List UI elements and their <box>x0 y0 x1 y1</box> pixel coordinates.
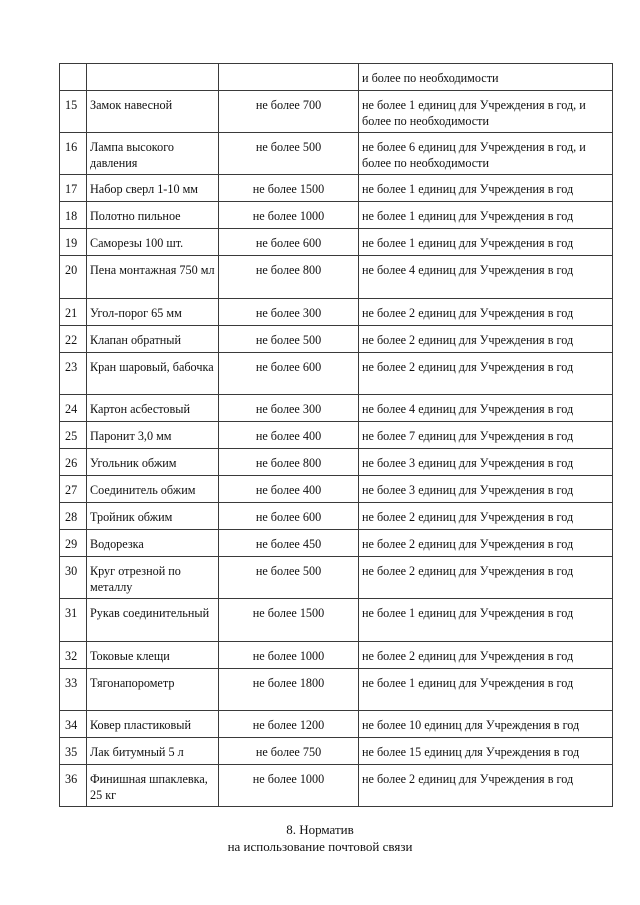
quantity-limit: не более 2 единиц для Учреждения в год <box>359 765 613 807</box>
table-row <box>60 765 613 807</box>
table-row <box>60 256 613 299</box>
item-name: Тягонапорометр <box>87 669 219 711</box>
row-number <box>60 64 87 91</box>
row-number: 33 <box>60 669 87 711</box>
price-limit: не более 300 <box>219 299 359 326</box>
row-number: 20 <box>60 256 87 299</box>
price-limit: не более 1000 <box>219 765 359 807</box>
item-name: Саморезы 100 шт. <box>87 229 219 256</box>
table-row <box>60 738 613 765</box>
quantity-limit: не более 2 единиц для Учреждения в год <box>359 557 613 599</box>
item-name: Угольник обжим <box>87 449 219 476</box>
item-name: Рукав соединительный <box>87 599 219 642</box>
item-name: Полотно пильное <box>87 202 219 229</box>
row-number: 19 <box>60 229 87 256</box>
row-number: 36 <box>60 765 87 807</box>
table-row <box>60 642 613 669</box>
item-name: Токовые клещи <box>87 642 219 669</box>
price-limit: не более 600 <box>219 503 359 530</box>
item-name: Кран шаровый, бабочка <box>87 353 219 395</box>
quantity-limit: не более 2 единиц для Учреждения в год <box>359 642 613 669</box>
table-row <box>60 91 613 133</box>
norms-table-body <box>60 64 613 807</box>
price-limit: не более 750 <box>219 738 359 765</box>
table-row <box>60 422 613 449</box>
item-name: Пена монтажная 750 мл <box>87 256 219 299</box>
row-number: 32 <box>60 642 87 669</box>
item-name: Лак битумный 5 л <box>87 738 219 765</box>
quantity-limit: не более 2 единиц для Учреждения в год <box>359 353 613 395</box>
quantity-limit: не более 15 единиц для Учреждения в год <box>359 738 613 765</box>
price-limit: не более 1500 <box>219 175 359 202</box>
price-limit: не более 500 <box>219 557 359 599</box>
row-number: 26 <box>60 449 87 476</box>
item-name: Набор сверл 1-10 мм <box>87 175 219 202</box>
section-subtitle: на использование почтовой связи <box>227 839 413 854</box>
item-name: Паронит 3,0 мм <box>87 422 219 449</box>
price-limit: не более 800 <box>219 449 359 476</box>
table-row <box>60 557 613 599</box>
table-row <box>60 599 613 642</box>
quantity-limit: не более 7 единиц для Учреждения в год <box>359 422 613 449</box>
item-name: Клапан обратный <box>87 326 219 353</box>
item-name: Круг отрезной по металлу <box>87 557 219 599</box>
item-name: Соединитель обжим <box>87 476 219 503</box>
table-row <box>60 353 613 395</box>
row-number: 35 <box>60 738 87 765</box>
price-limit: не более 450 <box>219 530 359 557</box>
quantity-limit: не более 10 единиц для Учреждения в год <box>359 711 613 738</box>
row-number: 22 <box>60 326 87 353</box>
item-name <box>87 64 219 91</box>
price-limit: не более 800 <box>219 256 359 299</box>
quantity-limit: не более 1 единиц для Учреждения в год, и более по необходимости <box>359 91 613 133</box>
table-row <box>60 669 613 711</box>
table-row <box>60 326 613 353</box>
item-name: Замок навесной <box>87 91 219 133</box>
quantity-limit: не более 2 единиц для Учреждения в год <box>359 503 613 530</box>
price-limit: не более 1800 <box>219 669 359 711</box>
item-name: Лампа высокого давления <box>87 133 219 175</box>
price-limit: не более 1000 <box>219 642 359 669</box>
table-row <box>60 395 613 422</box>
table-row <box>60 299 613 326</box>
item-name: Тройник обжим <box>87 503 219 530</box>
price-limit: не более 500 <box>219 133 359 175</box>
table-row <box>60 476 613 503</box>
quantity-limit: не более 2 единиц для Учреждения в год <box>359 326 613 353</box>
quantity-limit: не более 1 единиц для Учреждения в год <box>359 229 613 256</box>
price-limit: не более 600 <box>219 353 359 395</box>
price-limit: не более 700 <box>219 91 359 133</box>
row-number: 23 <box>60 353 87 395</box>
table-row <box>60 711 613 738</box>
table-row <box>60 133 613 175</box>
row-number: 15 <box>60 91 87 133</box>
table-row <box>60 229 613 256</box>
quantity-limit: не более 3 единиц для Учреждения в год <box>359 476 613 503</box>
quantity-limit: и более по необходимости <box>359 64 613 91</box>
row-number: 18 <box>60 202 87 229</box>
norms-table <box>59 63 613 807</box>
table-row <box>60 64 613 91</box>
row-number: 34 <box>60 711 87 738</box>
table-row <box>60 503 613 530</box>
table-row <box>60 175 613 202</box>
price-limit: не более 500 <box>219 326 359 353</box>
price-limit: не более 400 <box>219 476 359 503</box>
row-number: 30 <box>60 557 87 599</box>
row-number: 27 <box>60 476 87 503</box>
quantity-limit: не более 4 единиц для Учреждения в год <box>359 256 613 299</box>
quantity-limit: не более 2 единиц для Учреждения в год <box>359 530 613 557</box>
table-row <box>60 449 613 476</box>
price-limit: не более 1500 <box>219 599 359 642</box>
quantity-limit: не более 4 единиц для Учреждения в год <box>359 395 613 422</box>
row-number: 21 <box>60 299 87 326</box>
quantity-limit: не более 6 единиц для Учреждения в год, и более по необходимости <box>359 133 613 175</box>
quantity-limit: не более 1 единиц для Учреждения в год <box>359 175 613 202</box>
row-number: 29 <box>60 530 87 557</box>
item-name: Водорезка <box>87 530 219 557</box>
price-limit: не более 300 <box>219 395 359 422</box>
row-number: 25 <box>60 422 87 449</box>
row-number: 31 <box>60 599 87 642</box>
quantity-limit: не более 3 единиц для Учреждения в год <box>359 449 613 476</box>
item-name: Угол-порог 65 мм <box>87 299 219 326</box>
row-number: 16 <box>60 133 87 175</box>
row-number: 24 <box>60 395 87 422</box>
row-number: 28 <box>60 503 87 530</box>
price-limit: не более 400 <box>219 422 359 449</box>
section-title: 8. Норматив <box>286 822 354 837</box>
row-number: 17 <box>60 175 87 202</box>
table-row <box>60 202 613 229</box>
quantity-limit: не более 2 единиц для Учреждения в год <box>359 299 613 326</box>
price-limit: не более 1200 <box>219 711 359 738</box>
table-row <box>60 530 613 557</box>
price-limit: не более 1000 <box>219 202 359 229</box>
quantity-limit: не более 1 единиц для Учреждения в год <box>359 669 613 711</box>
price-limit: не более 600 <box>219 229 359 256</box>
item-name: Картон асбестовый <box>87 395 219 422</box>
section-heading <box>0 821 640 855</box>
price-limit <box>219 64 359 91</box>
quantity-limit: не более 1 единиц для Учреждения в год <box>359 202 613 229</box>
quantity-limit: не более 1 единиц для Учреждения в год <box>359 599 613 642</box>
item-name: Ковер пластиковый <box>87 711 219 738</box>
item-name: Финишная шпаклевка, 25 кг <box>87 765 219 807</box>
